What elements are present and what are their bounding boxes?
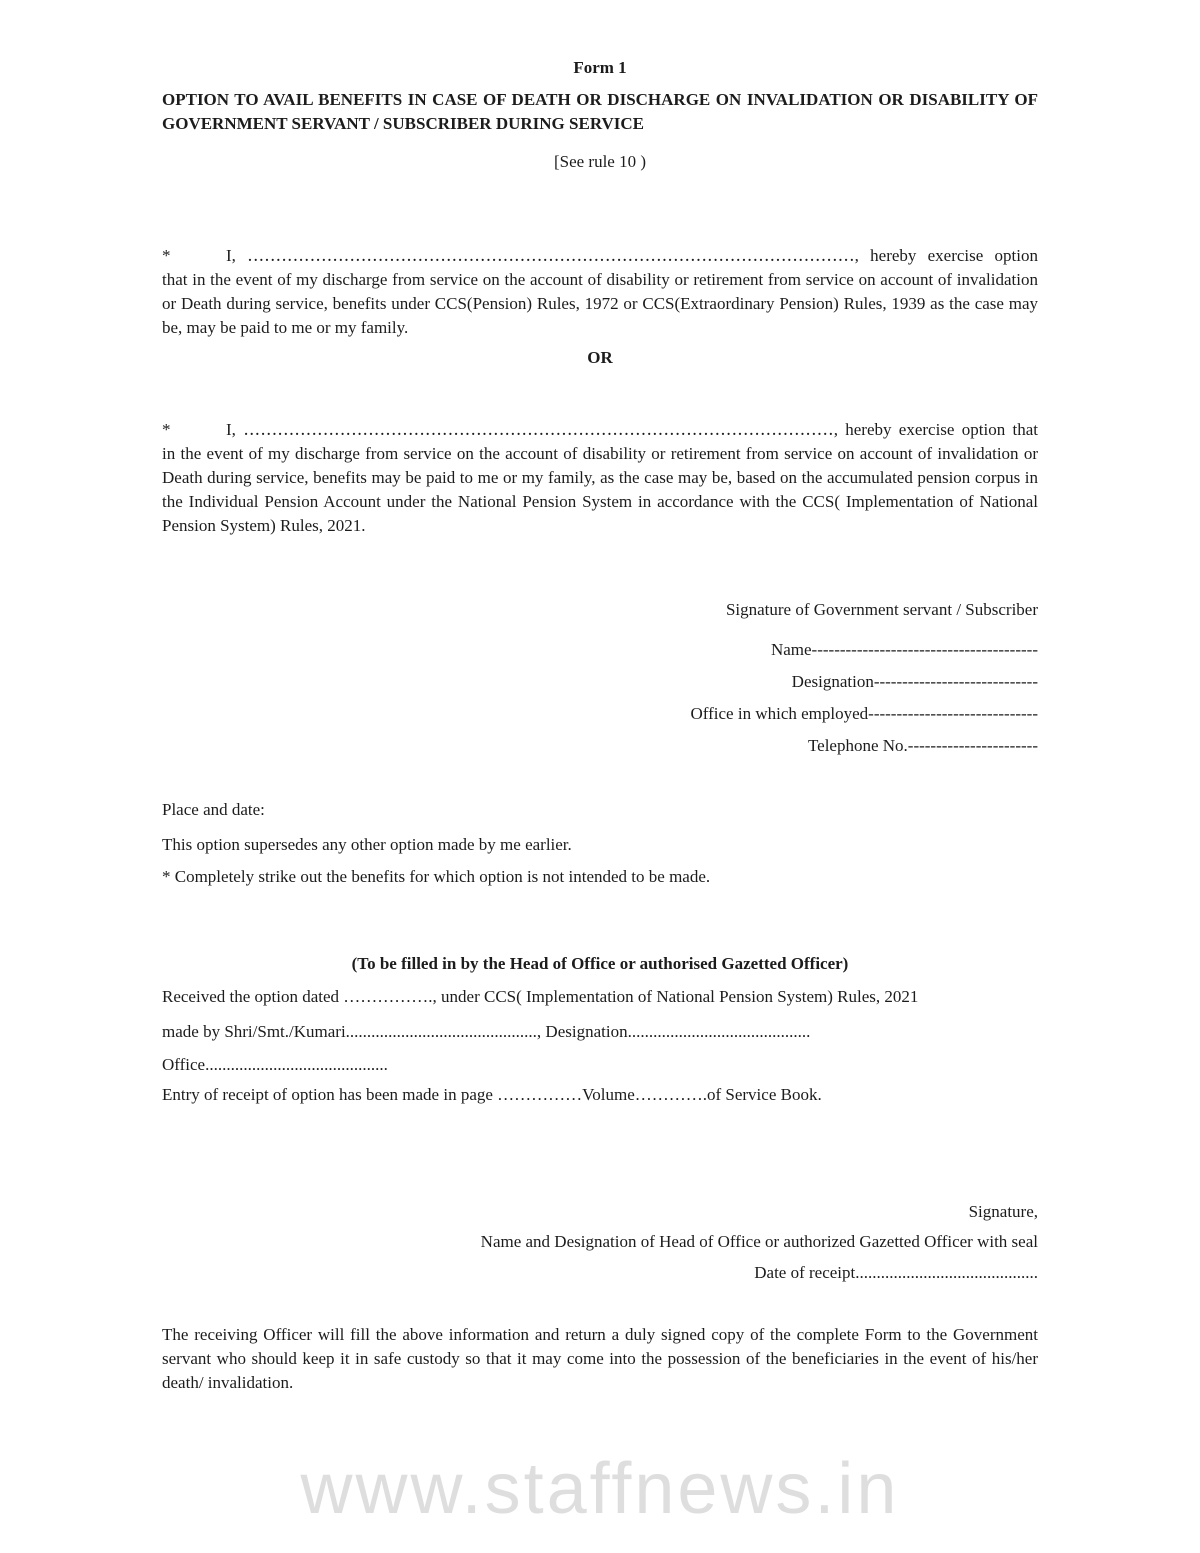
received-option-line: Received the option dated ……………., under CCS( Implementation of National Pension System) Rules, 2021 (162, 987, 919, 1006)
entry-of-receipt-line: Entry of receipt of option has been made in page ……………Volume………….of Service Book. (162, 1085, 822, 1104)
signature-of-servant-label: Signature of Government servant / Subscriber (725, 600, 1038, 619)
made-by-line: made by Shri/Smt./Kumari............................................., Designation........................................... (162, 1022, 811, 1041)
telephone-fill-line: Telephone No.----------------------- (807, 736, 1038, 755)
strike-out-note: * Completely strike out the benefits for which option is not intended to be made. (162, 867, 711, 886)
option-2-paragraph (162, 418, 1038, 538)
office-fill-line: Office........................................... (162, 1055, 388, 1074)
or-separator: OR (587, 348, 613, 367)
officer-signature-block (162, 1200, 1038, 1285)
closing-note: The receiving Officer will fill the above information and return a duly signed copy of the complete Form to the Government servant who should keep it in safe custody so that it may come into the possession of the beneficiaries in the event of his/her death/ invalidation. (162, 1325, 1038, 1392)
watermark-text: www.staffnews.in (300, 1449, 900, 1529)
supersede-note: This option supersedes any other option made by me earlier. (162, 835, 572, 854)
head-of-office-heading: (To be filled in by the Head of Office or authorised Gazetted Officer) (351, 954, 849, 973)
office-employed-fill-line: Office in which employed------------------------------ (690, 704, 1038, 723)
place-and-date-label: Place and date: (162, 800, 265, 819)
option-1-paragraph (162, 244, 1038, 340)
name-fill-line: Name---------------------------------------- (770, 640, 1038, 659)
option-1-asterisk: * (162, 246, 171, 265)
document-title: OPTION TO AVAIL BENEFITS IN CASE OF DEATH OR DISCHARGE ON INVALIDATION OR DISABILITY OF GOVERNMENT SERVANT / SUBSCRIBER DURING SERVICE (162, 90, 1038, 133)
servant-signature-block (162, 598, 1038, 758)
option-1-text: I, ․․․․․․․․․․․․․․․․․․․․․․․․․․․․․․․․․․․․․․․․․․․․․․․․․․․․․․․․․․․․․․․․․․․․․․․․․․․․․․․․․․․․․․․․․․․․․․․․․․․․․․․․․․․, hereby exercise option that in the event of my discharge from service on the account of disability or retirement from service on account of invalidation or Death during service, benefits under CCS(Pension) Rules, 1972 or CCS(Extraordinary Pension) Rules, 1939 as the case may be, may be paid to me or my family. (162, 246, 1038, 337)
option-2-text: I, ․․․․․․․․․․․․․․․․․․․․․․․․․․․․․․․․․․․․․․․․․․․․․․․․․․․․․․․․․․․․․․․․․․․․․․․․․․․․․․․․․․․․․․․․․․․․․․․․․․․․․․․․, hereby exercise option that in the event of my discharge from service on the account of disability or retirement from service on account of invalidation or Death during service, benefits may be paid to me or my family, as the case may be, based on the accumulated pension corpus in the Individual Pension Account under the National Pension System in accordance with the CCS( Implementation of National Pension System) Rules, 2021. (162, 420, 1038, 535)
date-of-receipt-line: Date of receipt........................................... (754, 1263, 1038, 1282)
see-rule-note: [See rule 10 ) (553, 152, 647, 171)
designation-fill-line: Designation----------------------------- (791, 672, 1038, 691)
option-2-asterisk: * (162, 420, 171, 439)
officer-name-designation-line: Name and Designation of Head of Office or authorized Gazetted Officer with seal (480, 1232, 1038, 1251)
form-number: Form 1 (573, 58, 627, 77)
officer-signature-label: Signature, (968, 1202, 1038, 1221)
